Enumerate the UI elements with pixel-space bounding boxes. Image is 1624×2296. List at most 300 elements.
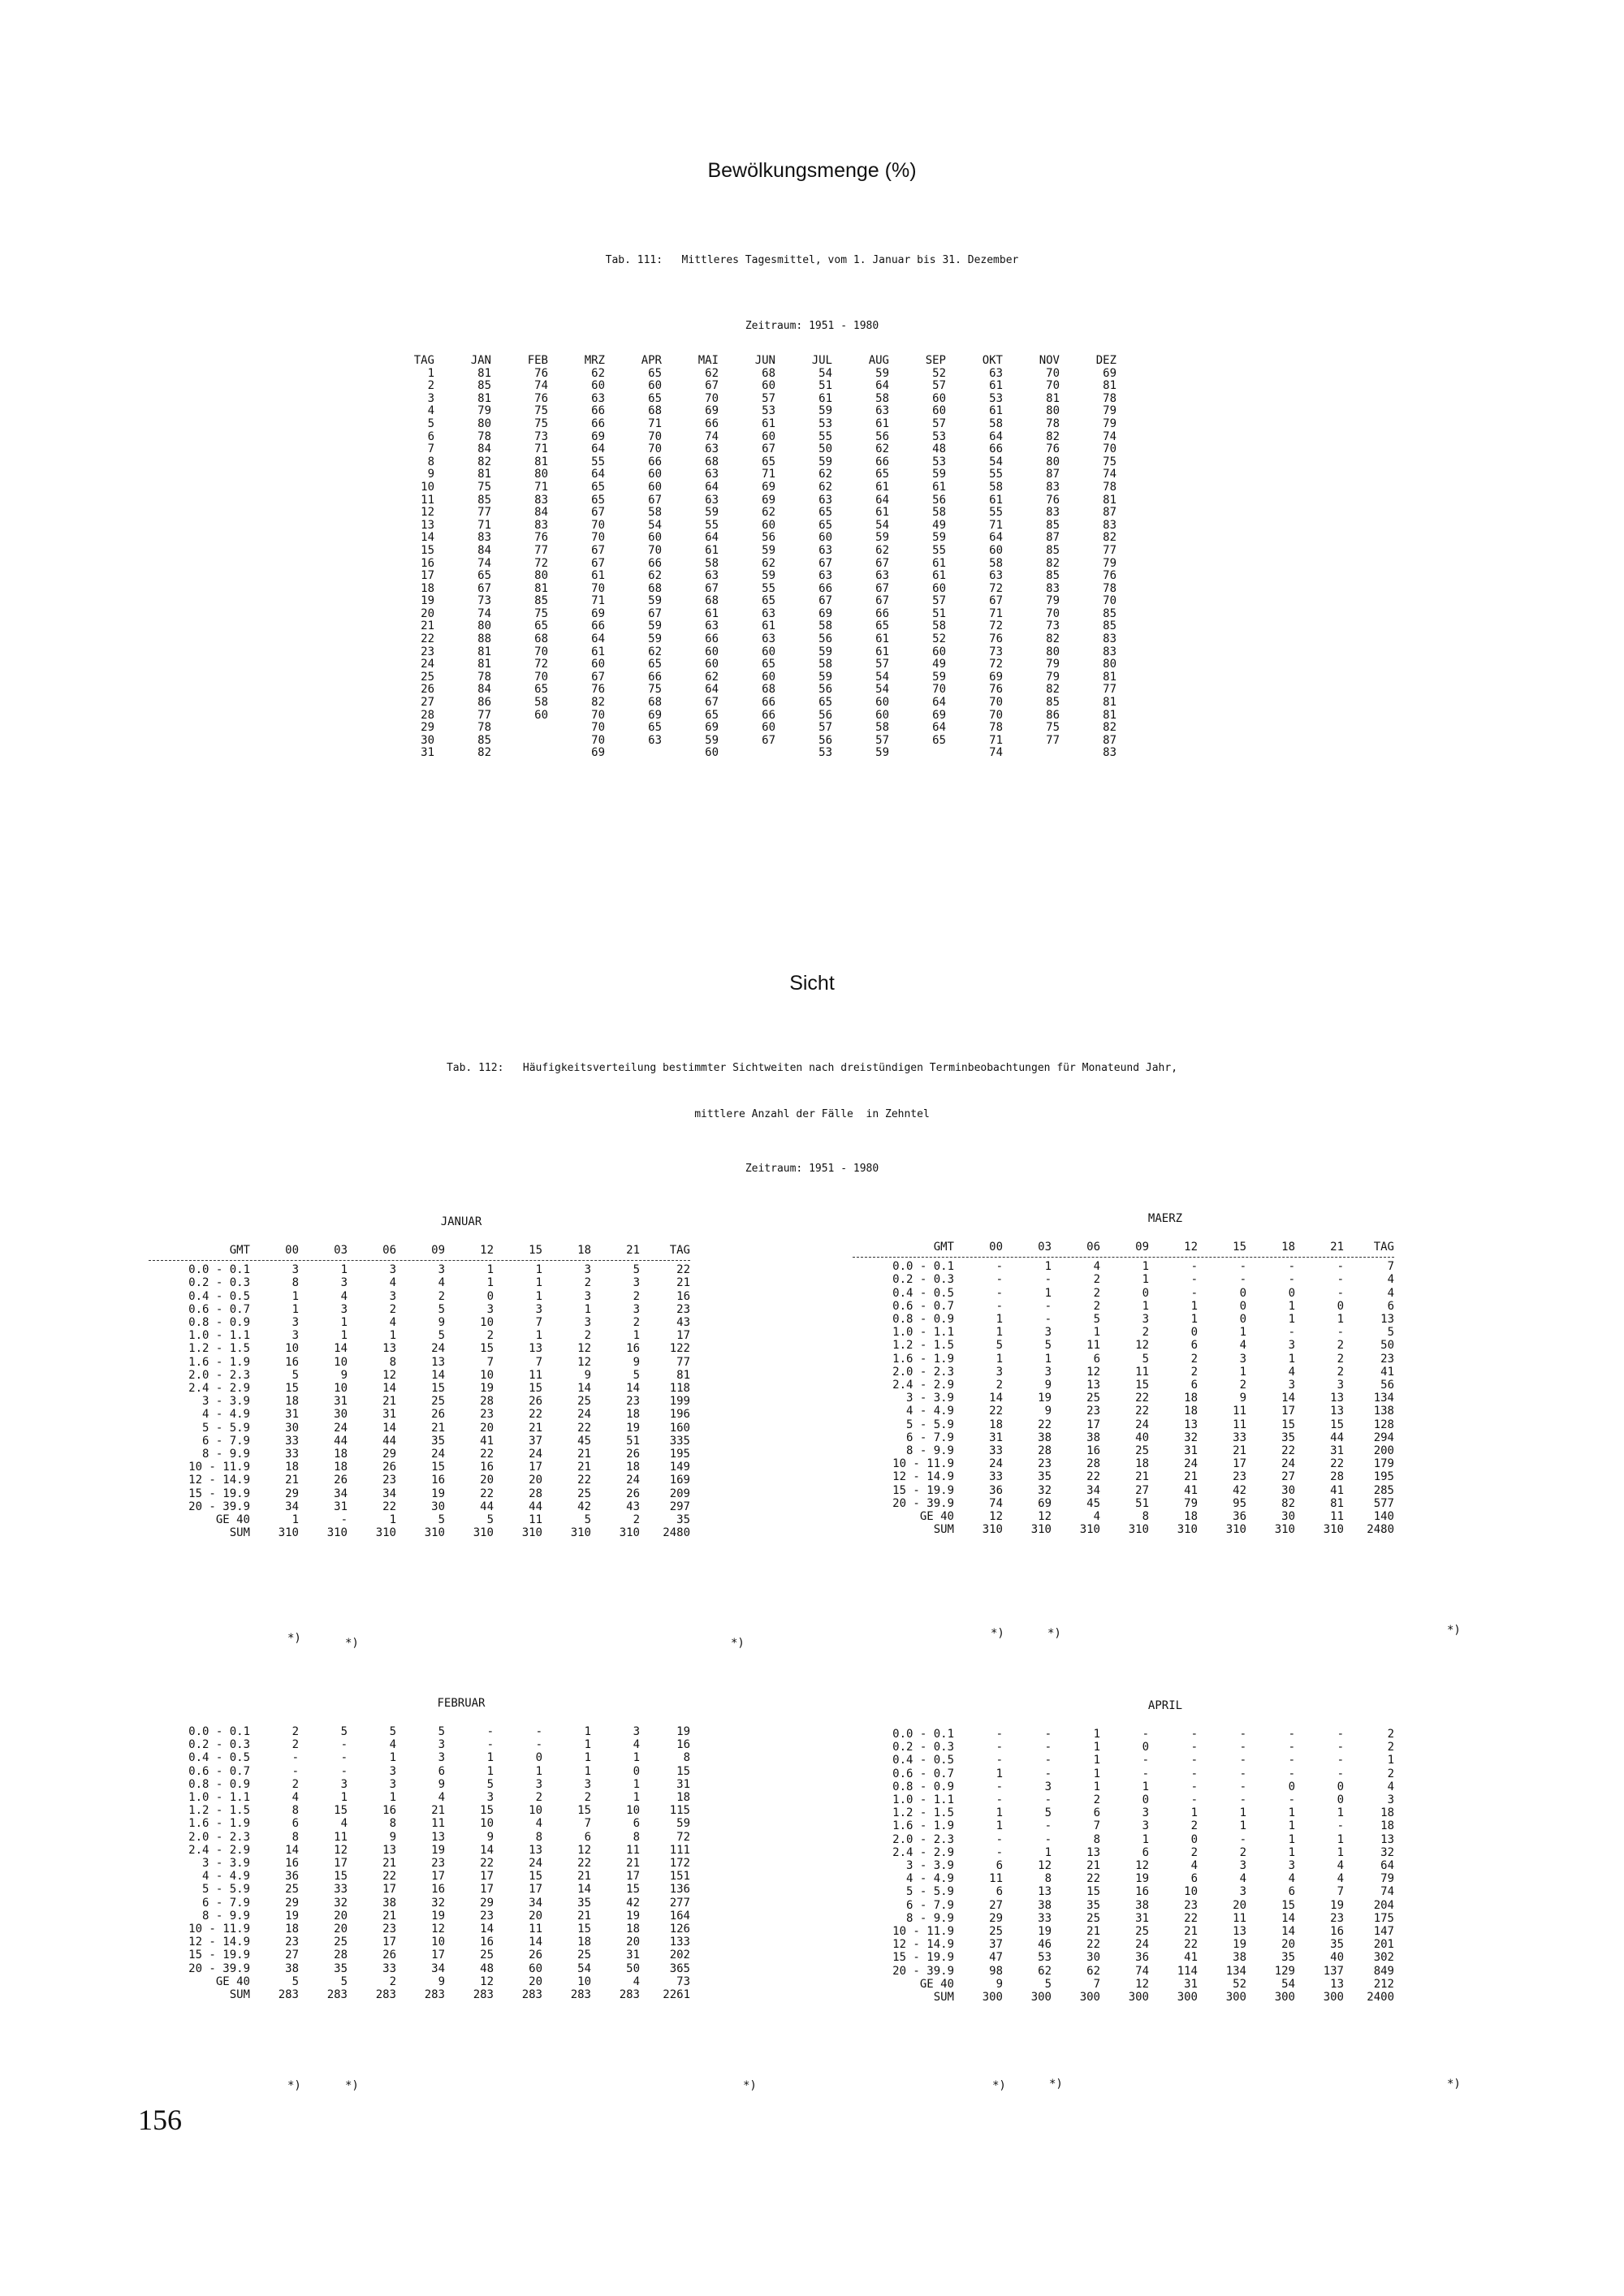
range-label: 12 - 14.9 bbox=[188, 1474, 250, 1487]
value-cell: 2 bbox=[438, 1289, 445, 1303]
value-cell: - bbox=[1190, 1754, 1198, 1767]
value-cell: 54 bbox=[875, 670, 889, 684]
day-cell: 21 bbox=[421, 619, 434, 633]
value-cell: 38 bbox=[1135, 1898, 1149, 1912]
day-cell: 5 bbox=[427, 416, 434, 430]
column-header: 21 bbox=[1330, 1241, 1344, 1254]
value-cell bbox=[491, 735, 548, 748]
value-cell: 169 bbox=[669, 1474, 690, 1487]
value-cell: - bbox=[1288, 1326, 1295, 1340]
value-cell: 60 bbox=[762, 670, 775, 684]
value-cell: 4 bbox=[1239, 1872, 1246, 1886]
value-cell: 15 bbox=[529, 1870, 542, 1884]
value-cell: - bbox=[996, 1299, 1003, 1313]
value-cell bbox=[889, 747, 946, 760]
value-cell: 27 bbox=[989, 1898, 1003, 1912]
footnote-marker: *) bbox=[991, 1627, 1004, 1640]
value-cell: 15 bbox=[676, 1764, 690, 1778]
value-cell: 5 bbox=[1142, 1352, 1149, 1366]
value-cell: 26 bbox=[382, 1461, 396, 1474]
value-cell: 76 bbox=[989, 632, 1003, 646]
value-cell: 64 bbox=[705, 480, 719, 494]
value-cell: 69 bbox=[1103, 366, 1116, 380]
block-maerz bbox=[853, 1241, 1394, 1536]
value-cell: 11 bbox=[529, 1513, 542, 1527]
value-cell: 42 bbox=[1233, 1483, 1246, 1497]
value-cell: 79 bbox=[477, 404, 491, 418]
value-cell: 85 bbox=[534, 594, 548, 608]
table-row bbox=[853, 1965, 1394, 1978]
value-cell: 66 bbox=[875, 455, 889, 468]
value-cell: 3 bbox=[1142, 1819, 1149, 1833]
value-cell: 24 bbox=[334, 1421, 348, 1435]
value-cell: 1 bbox=[1288, 1845, 1295, 1859]
value-cell: 35 bbox=[1330, 1938, 1344, 1952]
range-label: 0.8 - 0.9 bbox=[188, 1777, 250, 1791]
value-cell: 68 bbox=[762, 366, 775, 380]
value-cell: 285 bbox=[1373, 1483, 1394, 1497]
table-row bbox=[149, 1408, 690, 1421]
value-cell: 6 bbox=[996, 1885, 1003, 1899]
table-row bbox=[149, 1474, 690, 1487]
value-cell: 6 bbox=[1142, 1845, 1149, 1859]
value-cell: 1 bbox=[1288, 1806, 1295, 1820]
value-cell: - bbox=[1337, 1819, 1344, 1833]
value-cell: 1 bbox=[389, 1791, 396, 1805]
table-row bbox=[402, 532, 1116, 545]
value-cell: 62 bbox=[648, 645, 662, 658]
value-cell: 6 bbox=[584, 1830, 591, 1844]
table-row bbox=[149, 1263, 690, 1276]
value-cell: 76 bbox=[1103, 569, 1116, 583]
value-cell: 310 bbox=[570, 1526, 591, 1540]
value-cell: 29 bbox=[989, 1911, 1003, 1925]
value-cell: 3 bbox=[389, 1777, 396, 1791]
value-cell: 9 bbox=[1239, 1392, 1246, 1405]
footnote-marker: *) bbox=[1447, 2078, 1461, 2091]
range-label: 4 - 4.9 bbox=[201, 1408, 250, 1422]
value-cell: 79 bbox=[1046, 658, 1060, 671]
value-cell: 50 bbox=[1380, 1339, 1394, 1353]
value-cell: 3 bbox=[1044, 1365, 1052, 1379]
value-cell: 1 bbox=[292, 1513, 299, 1527]
value-cell: 2 bbox=[292, 1777, 299, 1791]
value-cell: 21 bbox=[577, 1448, 591, 1461]
value-cell: 3 bbox=[584, 1777, 591, 1791]
value-cell: 18 bbox=[626, 1461, 640, 1474]
value-cell: 79 bbox=[1184, 1496, 1198, 1510]
value-cell: 16 bbox=[626, 1342, 640, 1356]
value-cell: 2 bbox=[1239, 1845, 1246, 1859]
value-cell: 0 bbox=[1288, 1780, 1295, 1793]
value-cell: 32 bbox=[1038, 1483, 1052, 1497]
value-cell: 2 bbox=[292, 1725, 299, 1738]
value-cell: 38 bbox=[1038, 1898, 1052, 1912]
value-cell: 51 bbox=[818, 379, 832, 393]
value-cell: 1 bbox=[535, 1276, 542, 1290]
column-header: 12 bbox=[480, 1244, 494, 1257]
value-cell: 44 bbox=[1330, 1431, 1344, 1444]
value-cell: 1 bbox=[1337, 1806, 1344, 1820]
value-cell: - bbox=[1044, 1299, 1052, 1313]
value-cell: 199 bbox=[669, 1395, 690, 1409]
value-cell: 41 bbox=[1184, 1951, 1198, 1965]
value-cell: 24 bbox=[989, 1457, 1003, 1471]
value-cell: 1 bbox=[996, 1767, 1003, 1780]
column-header: MRZ bbox=[584, 354, 605, 367]
range-label: SUM bbox=[229, 1988, 250, 2002]
value-cell: 76 bbox=[1046, 493, 1060, 507]
value-cell: - bbox=[1142, 1728, 1149, 1741]
value-cell: 22 bbox=[989, 1405, 1003, 1418]
value-cell: - bbox=[996, 1832, 1003, 1846]
range-label: 0.0 - 0.1 bbox=[188, 1263, 250, 1277]
value-cell: 41 bbox=[1184, 1483, 1198, 1497]
value-cell: 3 bbox=[1288, 1859, 1295, 1873]
value-cell: 13 bbox=[1380, 1313, 1394, 1327]
table-row bbox=[149, 1857, 690, 1870]
value-cell: 32 bbox=[334, 1896, 348, 1910]
value-cell: 6 bbox=[1093, 1352, 1100, 1366]
value-cell: 2 bbox=[1093, 1273, 1100, 1287]
value-cell: 5 bbox=[340, 1974, 348, 1988]
table-row bbox=[149, 1395, 690, 1408]
value-cell: 5 bbox=[292, 1974, 299, 1988]
column-header: 09 bbox=[431, 1244, 445, 1257]
value-cell: 33 bbox=[285, 1434, 299, 1448]
value-cell: 15 bbox=[285, 1382, 299, 1396]
value-cell: 44 bbox=[480, 1500, 494, 1513]
value-cell: 15 bbox=[1330, 1418, 1344, 1431]
value-cell: 60 bbox=[818, 531, 832, 545]
month-title-maerz: MAERZ bbox=[1147, 1212, 1183, 1225]
value-cell: 60 bbox=[932, 391, 946, 405]
value-cell: 18 bbox=[285, 1395, 299, 1409]
value-cell: 18 bbox=[989, 1418, 1003, 1431]
value-cell: 66 bbox=[591, 404, 605, 418]
value-cell: 14 bbox=[382, 1382, 396, 1396]
value-cell: 70 bbox=[989, 696, 1003, 710]
value-cell: 64 bbox=[932, 721, 946, 735]
value-cell: - bbox=[996, 1728, 1003, 1741]
value-cell: 26 bbox=[334, 1474, 348, 1487]
value-cell: 2 bbox=[584, 1791, 591, 1805]
day-cell: 19 bbox=[421, 594, 434, 608]
value-cell: 50 bbox=[626, 1962, 640, 1975]
caption-table-111: Tab. 111: Mittleres Tagesmittel, vom 1. Januar bis 31. Dezember bbox=[605, 254, 1019, 266]
value-cell: 1 bbox=[1239, 1806, 1246, 1820]
value-cell: 56 bbox=[818, 708, 832, 722]
value-cell: 12 bbox=[577, 1355, 591, 1369]
value-cell: 65 bbox=[818, 518, 832, 532]
range-label: 2.4 - 2.9 bbox=[892, 1845, 954, 1859]
value-cell: 1 bbox=[389, 1513, 396, 1527]
value-cell: 60 bbox=[932, 581, 946, 595]
value-cell: 18 bbox=[577, 1936, 591, 1949]
value-cell: 21 bbox=[1184, 1925, 1198, 1939]
value-cell: 61 bbox=[591, 645, 605, 658]
value-cell: 56 bbox=[818, 733, 832, 747]
value-cell: 79 bbox=[1380, 1872, 1394, 1886]
value-cell: 51 bbox=[1135, 1496, 1149, 1510]
value-cell: 111 bbox=[669, 1843, 690, 1857]
value-cell: 9 bbox=[438, 1777, 445, 1791]
value-cell: 14 bbox=[1281, 1925, 1295, 1939]
value-cell: 52 bbox=[932, 632, 946, 646]
value-cell: 5 bbox=[1044, 1339, 1052, 1353]
value-cell: 0 bbox=[633, 1764, 640, 1778]
table-row bbox=[149, 1910, 690, 1923]
table-row bbox=[853, 1912, 1394, 1925]
block-februar bbox=[149, 1725, 690, 2001]
range-label: 12 - 14.9 bbox=[188, 1936, 250, 1949]
value-cell: 1 bbox=[1239, 1326, 1246, 1340]
value-cell: 1 bbox=[1239, 1819, 1246, 1833]
footnote-marker: *) bbox=[1047, 1627, 1061, 1640]
value-cell: 4 bbox=[340, 1817, 348, 1831]
value-cell: 12 bbox=[1038, 1510, 1052, 1524]
value-cell: 8 bbox=[389, 1355, 396, 1369]
value-cell: - bbox=[1142, 1767, 1149, 1780]
value-cell: 13 bbox=[1330, 1405, 1344, 1418]
value-cell: 60 bbox=[762, 379, 775, 393]
value-cell: 17 bbox=[529, 1461, 542, 1474]
value-cell: 202 bbox=[669, 1949, 690, 1962]
value-cell: 1 bbox=[1142, 1832, 1149, 1846]
value-cell: 81 bbox=[676, 1368, 690, 1382]
value-cell: 1 bbox=[584, 1764, 591, 1778]
value-cell: 6 bbox=[292, 1817, 299, 1831]
value-cell: - bbox=[1288, 1741, 1295, 1754]
value-cell: 21 bbox=[1086, 1859, 1100, 1873]
value-cell: 30 bbox=[1086, 1951, 1100, 1965]
day-cell: 25 bbox=[421, 670, 434, 684]
value-cell: 83 bbox=[534, 518, 548, 532]
range-label: 2.0 - 2.3 bbox=[892, 1365, 954, 1379]
column-header: NOV bbox=[1039, 354, 1060, 367]
column-header: 00 bbox=[989, 1241, 1003, 1254]
value-cell: 78 bbox=[1046, 416, 1060, 430]
value-cell: 80 bbox=[534, 468, 548, 481]
value-cell: 28 bbox=[1330, 1470, 1344, 1484]
range-label: 8 - 9.9 bbox=[201, 1909, 250, 1923]
page-number: 156 bbox=[138, 2104, 182, 2136]
value-cell: 63 bbox=[648, 733, 662, 747]
value-cell: 70 bbox=[648, 429, 662, 443]
value-cell: 15 bbox=[1135, 1379, 1149, 1392]
value-cell: 297 bbox=[669, 1500, 690, 1513]
value-cell: 11 bbox=[1086, 1339, 1100, 1353]
value-cell: 77 bbox=[1103, 683, 1116, 697]
value-cell: 1 bbox=[389, 1751, 396, 1765]
value-cell: 67 bbox=[591, 670, 605, 684]
value-cell: 0 bbox=[535, 1751, 542, 1765]
table-row bbox=[402, 608, 1116, 621]
value-cell: 10 bbox=[480, 1817, 494, 1831]
value-cell: 70 bbox=[591, 733, 605, 747]
value-cell: 33 bbox=[382, 1962, 396, 1975]
value-cell: 56 bbox=[818, 683, 832, 697]
value-cell: 2 bbox=[1387, 1741, 1394, 1754]
value-cell: - bbox=[1288, 1767, 1295, 1780]
value-cell: 2 bbox=[1190, 1365, 1198, 1379]
value-cell: 57 bbox=[762, 391, 775, 405]
value-cell: 59 bbox=[818, 670, 832, 684]
range-label: 2.0 - 2.3 bbox=[188, 1368, 250, 1382]
table-row bbox=[402, 658, 1116, 671]
value-cell: 79 bbox=[1103, 416, 1116, 430]
value-cell: 22 bbox=[1281, 1444, 1295, 1458]
value-cell: 21 bbox=[285, 1474, 299, 1487]
table-row bbox=[853, 1497, 1394, 1510]
value-cell: 118 bbox=[669, 1382, 690, 1396]
value-cell: 70 bbox=[591, 518, 605, 532]
value-cell: 63 bbox=[762, 632, 775, 646]
value-cell: 59 bbox=[762, 543, 775, 557]
value-cell: 78 bbox=[1103, 391, 1116, 405]
value-cell: 12 bbox=[989, 1510, 1003, 1524]
value-cell: 14 bbox=[285, 1843, 299, 1857]
range-label: 1.0 - 1.1 bbox=[892, 1326, 954, 1340]
value-cell: 1 bbox=[1044, 1845, 1052, 1859]
value-cell: 67 bbox=[705, 379, 719, 393]
day-cell: 15 bbox=[421, 543, 434, 557]
value-cell: 65 bbox=[875, 468, 889, 481]
value-cell: 60 bbox=[762, 518, 775, 532]
value-cell: 64 bbox=[989, 429, 1003, 443]
value-cell: 59 bbox=[762, 569, 775, 583]
value-cell: - bbox=[1044, 1728, 1052, 1741]
value-cell: 1 bbox=[1093, 1326, 1100, 1340]
value-cell: 310 bbox=[521, 1526, 542, 1540]
range-label: 3 - 3.9 bbox=[905, 1859, 954, 1873]
value-cell: 79 bbox=[1046, 594, 1060, 608]
value-cell: 19 bbox=[626, 1909, 640, 1923]
value-cell: 57 bbox=[875, 658, 889, 671]
value-cell: 83 bbox=[1103, 645, 1116, 658]
value-cell: - bbox=[1239, 1767, 1246, 1780]
value-cell: 4 bbox=[633, 1974, 640, 1988]
value-cell: 3 bbox=[1239, 1885, 1246, 1899]
value-cell: 122 bbox=[669, 1342, 690, 1356]
value-cell: 310 bbox=[619, 1526, 640, 1540]
range-label: 1.0 - 1.1 bbox=[892, 1793, 954, 1807]
value-cell: 67 bbox=[477, 581, 491, 595]
value-cell: 17 bbox=[334, 1857, 348, 1871]
value-cell: 66 bbox=[591, 416, 605, 430]
value-cell: 4 bbox=[389, 1276, 396, 1290]
table-row bbox=[402, 443, 1116, 456]
table-row bbox=[402, 646, 1116, 659]
value-cell: 63 bbox=[875, 404, 889, 418]
range-label: 0.0 - 0.1 bbox=[188, 1725, 250, 1738]
value-cell: 77 bbox=[534, 543, 548, 557]
value-cell: 1 bbox=[1288, 1313, 1295, 1327]
value-cell: 18 bbox=[1184, 1405, 1198, 1418]
value-cell: 68 bbox=[705, 594, 719, 608]
value-cell: 56 bbox=[875, 429, 889, 443]
value-cell: 25 bbox=[431, 1395, 445, 1409]
value-cell: 1 bbox=[1288, 1352, 1295, 1366]
value-cell: 3 bbox=[1142, 1806, 1149, 1820]
value-cell: 212 bbox=[1373, 1977, 1394, 1991]
value-cell: 75 bbox=[534, 606, 548, 620]
range-label: 20 - 39.9 bbox=[188, 1500, 250, 1513]
value-cell: 58 bbox=[989, 480, 1003, 494]
value-cell: 54 bbox=[989, 455, 1003, 468]
value-cell: 17 bbox=[626, 1870, 640, 1884]
column-header: 00 bbox=[285, 1244, 299, 1257]
value-cell: - bbox=[1190, 1728, 1198, 1741]
value-cell: 2 bbox=[486, 1329, 494, 1343]
value-cell: 64 bbox=[932, 696, 946, 710]
value-cell: 70 bbox=[591, 721, 605, 735]
value-cell: 7 bbox=[1093, 1819, 1100, 1833]
value-cell: 63 bbox=[989, 366, 1003, 380]
value-cell: - bbox=[1239, 1780, 1246, 1793]
value-cell: 60 bbox=[591, 658, 605, 671]
value-cell: 26 bbox=[382, 1949, 396, 1962]
value-cell: 67 bbox=[591, 543, 605, 557]
value-cell: 79 bbox=[1046, 670, 1060, 684]
sum-row bbox=[853, 1523, 1394, 1536]
range-label: 4 - 4.9 bbox=[201, 1870, 250, 1884]
value-cell: 25 bbox=[1135, 1444, 1149, 1458]
value-cell: 80 bbox=[1103, 658, 1116, 671]
value-cell: 65 bbox=[705, 708, 719, 722]
value-cell: 45 bbox=[1086, 1496, 1100, 1510]
value-cell: 71 bbox=[477, 518, 491, 532]
value-cell: 61 bbox=[591, 569, 605, 583]
value-cell: 16 bbox=[431, 1474, 445, 1487]
value-cell: 3 bbox=[340, 1276, 348, 1290]
value-cell: 33 bbox=[1038, 1911, 1052, 1925]
value-cell: 82 bbox=[477, 455, 491, 468]
table-row bbox=[149, 1738, 690, 1751]
value-cell: 1 bbox=[1093, 1767, 1100, 1780]
value-cell: 1 bbox=[1093, 1754, 1100, 1767]
value-cell: 310 bbox=[473, 1526, 494, 1540]
value-cell: 54 bbox=[818, 366, 832, 380]
block-januar bbox=[149, 1244, 690, 1539]
value-cell: 2 bbox=[389, 1302, 396, 1316]
column-header: TAG bbox=[1373, 1241, 1394, 1254]
value-cell: 62 bbox=[648, 569, 662, 583]
table-row bbox=[402, 735, 1116, 748]
value-cell: - bbox=[996, 1273, 1003, 1287]
value-cell: 74 bbox=[1380, 1885, 1394, 1899]
value-cell: 9 bbox=[438, 1316, 445, 1330]
range-label: 0.6 - 0.7 bbox=[892, 1299, 954, 1313]
value-cell: - bbox=[292, 1764, 299, 1778]
value-cell: 2 bbox=[1337, 1352, 1344, 1366]
value-cell: 60 bbox=[989, 543, 1003, 557]
value-cell: 20 bbox=[1281, 1938, 1295, 1952]
value-cell: 48 bbox=[932, 442, 946, 456]
value-cell: 30 bbox=[285, 1421, 299, 1435]
value-cell: 12 bbox=[577, 1843, 591, 1857]
value-cell: 67 bbox=[591, 506, 605, 520]
table-row bbox=[402, 520, 1116, 533]
value-cell: 0 bbox=[1337, 1780, 1344, 1793]
table-row bbox=[402, 431, 1116, 444]
month-title-april: APRIL bbox=[1147, 1699, 1183, 1712]
table-row bbox=[402, 583, 1116, 596]
value-cell: 59 bbox=[818, 455, 832, 468]
column-header: GMT bbox=[933, 1241, 954, 1254]
range-label: 8 - 9.9 bbox=[905, 1911, 954, 1925]
range-label: SUM bbox=[933, 1523, 954, 1537]
